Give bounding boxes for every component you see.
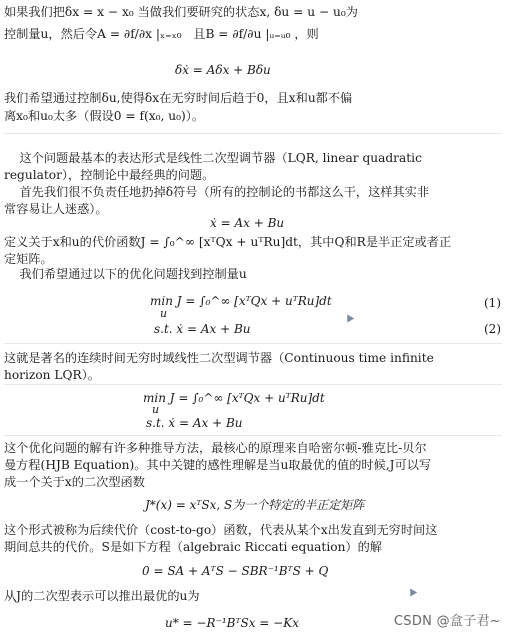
paragraph: 从J的二次型表示可以推出最优的u为 <box>4 589 200 603</box>
paragraph: regulator），控制论中最经典的问题。 <box>4 168 215 182</box>
paragraph: horizon LQR）。 <box>4 368 100 382</box>
paragraph: 我们希望通过以下的优化问题找到控制量u <box>4 267 247 281</box>
equation-cost-to-go: J*(x) = xᵀSx, S为一个特定的半正定矩阵 <box>145 498 365 512</box>
equation-number: (1) <box>484 296 501 310</box>
equation-min-subscript: u <box>160 307 168 320</box>
equation-riccati: 0 = SA + AᵀS − SBR⁻¹BᵀS + Q <box>142 564 329 578</box>
paragraph: 常容易让人迷惑）。 <box>4 202 108 216</box>
equation-optimization-objective: min J = ∫₀^∞ [xᵀQx + uᵀRu]dt <box>150 294 332 308</box>
paragraph: 这个问题最基本的表达形式是线性二次型调节器（LQR, linear quadratic <box>4 151 422 165</box>
equation-number: (2) <box>484 322 501 336</box>
paragraph: 这个形式被称为后续代价（cost-to-go）函数，代表从某个x出发直到无穷时间这 <box>4 523 438 537</box>
paragraph: 这个优化问题的解有许多种推导方法，最核心的原理来自哈密尔顿-雅克比-贝尔 <box>4 441 427 455</box>
paragraph: 曼方程(HJB Equation)。其中关键的感性理解是当u取最优的值的时候,J可以写 <box>4 458 432 472</box>
equation-optimal-control: u* = −R⁻¹BᵀSx = −Kx <box>165 616 299 630</box>
paragraph: 离x₀和u₀太多（假设0 = f(x₀, u₀)）。 <box>4 109 205 123</box>
equation-optimization-constraint: s.t. ẋ = Ax + Bu <box>146 416 243 430</box>
paragraph: 这就是著名的连续时间无穷时域线性二次型调节器（Continuous time infinite <box>4 351 434 365</box>
equation-system: ẋ = Ax + Bu <box>210 216 285 230</box>
divider <box>4 384 502 385</box>
equation-optimization-objective: min J = ∫₀^∞ [xᵀQx + uᵀRu]dt <box>143 391 325 405</box>
paragraph: 控制量u，然后令A = ∂f/∂x |ₓ₌ₓ₀ 且B = ∂f/∂u |ᵤ₌ᵤ₀ ，则 <box>4 27 319 41</box>
divider <box>4 343 502 344</box>
paragraph: 期间总共的代价。S是如下方程（algebraic Riccati equation）的解 <box>4 540 382 554</box>
paragraph: 定矩阵。 <box>4 252 53 266</box>
paragraph: 我们希望通过控制δu,使得δx在无穷时间后趋于0，且x和u都不偏 <box>4 91 353 105</box>
equation-optimization-constraint: s.t. ẋ = Ax + Bu <box>154 322 251 336</box>
paragraph: 首先我们很不负责任地扔掉δ符号（所有的控制论的书都这么干，这样其实非 <box>4 185 430 199</box>
watermark: CSDN @盒子君~ <box>393 614 501 629</box>
divider <box>4 133 502 134</box>
equation-min-subscript: u <box>152 403 160 416</box>
paragraph: 如果我们把δx = x − x₀ 当做我们要研究的状态x, δu = u − u₀为 <box>4 5 358 19</box>
divider <box>4 435 502 436</box>
equation-linearized: δẋ = Aδx + Bδu <box>175 63 271 77</box>
mouse-cursor-icon <box>344 312 354 322</box>
paragraph: 定义关于x和u的代价函数J = ∫₀^∞ [xᵀQx + uᵀRu]dt，其中Q和R是半正定或者正 <box>4 235 452 249</box>
paragraph: 成一个关于x的二次型函数 <box>4 475 145 489</box>
